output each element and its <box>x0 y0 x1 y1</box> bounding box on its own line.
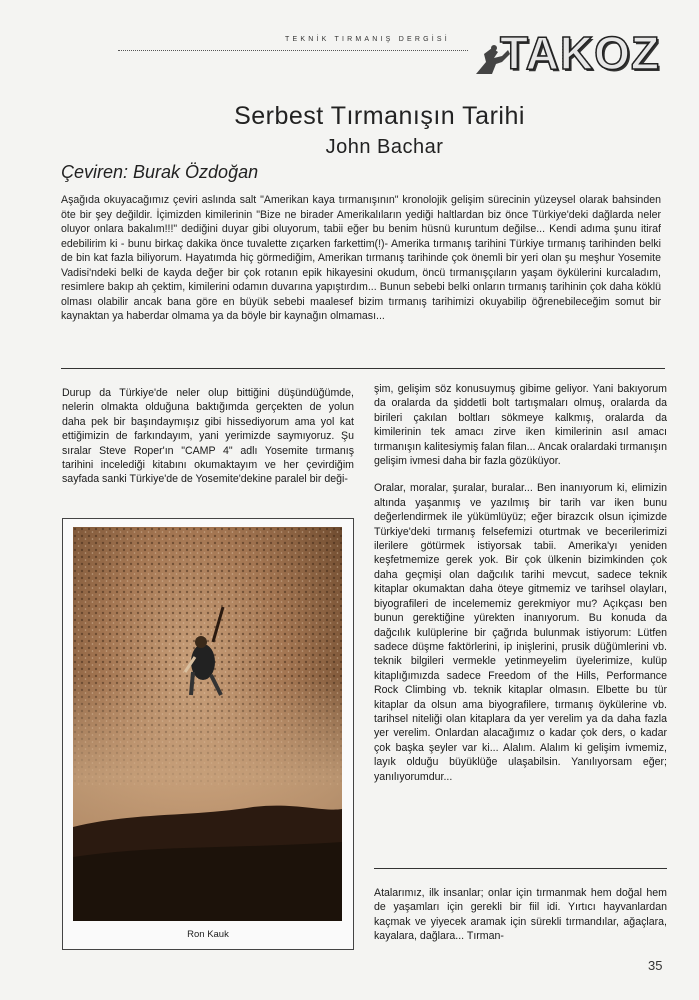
right-column-paragraph: Atalarımız, ilk insanlar; onlar için tırmanmak hem doğal hem de yaşamları için gerekli bir fiil idi. Yırtıcı hayvanlardan kaçmak ve yiyecek aramak için sürekli tırmandılar, ağaçlara, kayalara, dağlara... Tırman- <box>374 887 667 943</box>
intro-paragraph: Aşağıda okuyacağımız çeviri aslında salt "Amerikan kaya tırmanışının" kronolojik gelişim sürecinin yüzeysel olarak bahsinden öte bir şey değildir. İçimizden kimilerinin "Bize ne birader Amerikalıların yediği haltlardan biz önce Türkiye'deki dağlarda neler oluyor onlara bakalım!!!" dediğini duyar gibi oluyorum, tabii eğer bu benim hüsnü kuruntum değilse... Kendi adıma şunu itiraf edebilirim ki - bunu birkaç dakika önce tuvalette zıçarken farkettim(!)- Amerika tırmanış tarihini Türkiye tırmanış tarihinden belki de bin kat fazla biliyorum. Hayatımda hiç görmediğim, Amerikan tırmanış tarihinde çok önemli bir yeri olan şu meşhur Yosemite Vadisi'ndeki belki de kayda değer bir çok rotanın epik hikayesini okudum, öncü tırmanışçıların yaşam öykülerini kurcaladım, resimlere bakıp ah çektim, kimilerini odamın duvarına yapıştırdım... Bunun sebebi belki onların tırmanış tarihinin çok daha köklü olması olabilir ancak bana göre en büyük sebebi maalesef bizim tırmanış tarihimizi okuyabilip öğrenebileceğim somut bir kaynaktan ya haberdar olmama ya da böyle bir kaynağın olmaması... <box>61 194 661 322</box>
magazine-name: TEKNİK TIRMANIŞ DERGİSİ <box>285 36 450 43</box>
page-number: 35 <box>648 958 663 973</box>
photo-caption: Ron Kauk <box>187 929 229 940</box>
header-dotted-rule <box>118 50 468 51</box>
left-column <box>62 386 354 487</box>
column-divider <box>374 868 667 869</box>
climber-photo <box>73 527 342 921</box>
section-divider <box>61 368 665 369</box>
takoz-logo <box>472 27 662 79</box>
left-column-paragraph: Durup da Türkiye'de neler olup bittiğini düşündüğümde, nelerin olmakta olduğuna baktığımda gerçekten de yolun daha pek bir başındaymışız gibi hissediyorum ama yol kat ettiğimizin de farkındayım, yani yerimizde saymıyoruz. Şu sıralar Steve Roper'ın "CAMP 4" adlı Yosemite tırmanış tarihini incelediği kitabını okumaktayım ve her çevirdiğim sayfada sanki Türkiye'de de Yosemite'dekine paralel bir deği- <box>62 387 354 486</box>
logo-text: TAKOZ <box>499 27 660 79</box>
article-title: Serbest Tırmanışın Tarihi <box>234 102 525 130</box>
right-column-paragraph: Oralar, moralar, şuralar, buralar... Ben inanıyorum ki, elimizin altında yaşanmış ve yazılmış bir tarih var iken bunu değerlendirmek ile yükümlüyüz; eğer birazcık olsun içimizde Türkiye'deki tırmanış felsefemizi oturtmak ve becerilerimizi ilerilere götürmek istiyorsak tabii. Amerika'yı yeniden keşfetmemize gerek yok. Bir çok ülkenin bizimkinden çok daha geçmişi olan dağcılık tarihi mevcut, sadece teknik kitaplar okumaktan daha öteye gitmemiz ve tarihsel olayları, biyografileri de incelememiz gerekmiyor mu? Açıkçası ben bunun gerektiğine yürekten inanıyorum. Bu konuda da dağcılık kulüplerine bir çağrıda bulunmak istiyorum: Lütfen sadece düşme faktörlerini, ip inişlerini, prusik düğümlerini vb. teknik bilgileri vermekle yetinmeyelim üyelerimize, kulüp kitaplığımızda sadece Freedom of the Hills, Performance Rock Climbing vb. teknik kitaplar olmasın. Elbette bu tür kitaplar da olsun ama biyografilere, tırmanış öykülerine vb. tarihsel niteliği olan kitaplara da yer verelim ya da daha fazla yer verelim. Onlardan alacağımız o kadar çok ders, o kadar çok başka şeyler var ki... Alalım. Alalım ki gelişim ivmemiz, layık olduğu büyüklüğe ulaşabilsin. Yanılıyorsam eğer; yanılıyorumdur... <box>374 482 667 783</box>
right-column-paragraph: şim, gelişim söz konusuymuş gibime geliyor. Yani bakıyorum da oralarda da şiddetli bolt tartışmaları olmuş, oralarda da birileri çakılan boltları sökmeye kalkmış, oralarda da kimilerinin tek amacı zirve iken kimilerinin asıl amacı tırmanışın kalitesiymiş falan filan... Ancak oralardaki tırmanışın gelişim ivmesi daha bir fazla gözüküyor. <box>374 383 667 468</box>
climber-photo-frame <box>62 518 354 950</box>
article-author: John Bachar <box>325 136 444 158</box>
article-translator: Çeviren: Burak Özdoğan <box>61 162 259 182</box>
right-column <box>374 382 667 943</box>
